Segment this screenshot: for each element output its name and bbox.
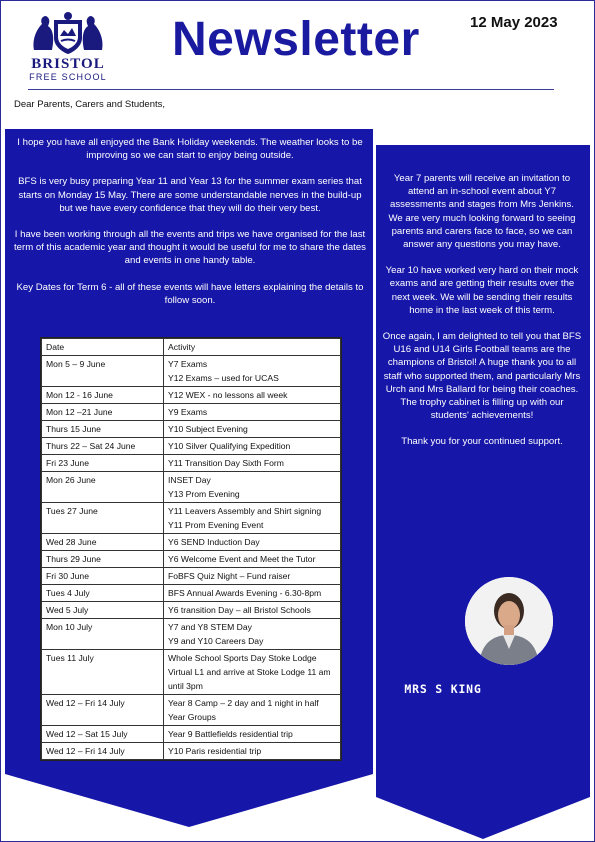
date-cell: Wed 12 – Sat 15 July — [42, 726, 164, 743]
greeting: Dear Parents, Carers and Students, — [14, 99, 166, 110]
table-row — [42, 619, 341, 650]
table-row — [42, 726, 341, 743]
date-cell: Wed 28 June — [42, 534, 164, 551]
page-title: Newsletter — [172, 13, 420, 66]
date-cell: Mon 10 July — [42, 619, 164, 650]
date-cell: Thurs 22 – Sat 24 June — [42, 438, 164, 455]
activity-cell: Y6 SEND Induction Day — [164, 534, 341, 551]
date-cell: Thurs 29 June — [42, 551, 164, 568]
activity-cell: Y10 Paris residential trip — [164, 743, 341, 760]
activity-cell: Y9 Exams — [164, 404, 341, 421]
date-cell: Fri 30 June — [42, 568, 164, 585]
left-column-text — [14, 136, 366, 320]
table-row — [42, 356, 341, 387]
logo-subtitle: FREE SCHOOL — [29, 72, 107, 82]
date-cell: Mon 5 – 9 June — [42, 356, 164, 387]
date-cell: Mon 26 June — [42, 472, 164, 503]
issue-date: 12 May 2023 — [470, 14, 558, 31]
activity-cell: Y7 and Y8 STEM Day Y9 and Y10 Careers Day — [164, 619, 341, 650]
activity-cell: FoBFS Quiz Night – Fund raiser — [164, 568, 341, 585]
date-cell: Mon 12 - 16 June — [42, 387, 164, 404]
paragraph: Thank you for your continued support. — [401, 436, 563, 448]
table-row — [42, 551, 341, 568]
date-cell: Tues 11 July — [42, 650, 164, 695]
activity-cell: Y7 Exams Y12 Exams – used for UCAS — [164, 356, 341, 387]
table-row — [42, 455, 341, 472]
activity-cell: Y12 WEX - no lessons all week — [164, 387, 341, 404]
signature: MRS S KING — [404, 682, 482, 696]
date-cell: Mon 12 –21 June — [42, 404, 164, 421]
table-row — [42, 472, 341, 503]
column-header-date: Date — [42, 339, 164, 356]
right-column-text — [382, 172, 582, 462]
paragraph: Year 7 parents will receive an invitation to attend an in-school event about Y7 assessments and stages from Mrs Jenkins. We are very much looking forward to seeing parents and carers face to face, so we can answer any questions you may have. — [388, 173, 576, 251]
paragraph: I hope you have all enjoyed the Bank Holiday weekends. The weather looks to be improving so we can start to enjoy being outside. — [17, 137, 363, 162]
date-cell: Wed 5 July — [42, 602, 164, 619]
activity-cell: BFS Annual Awards Evening - 6.30-8pm — [164, 585, 341, 602]
activity-cell: INSET Day Y13 Prom Evening — [164, 472, 341, 503]
table-row — [42, 602, 341, 619]
activity-cell: Year 9 Battlefields residential trip — [164, 726, 341, 743]
activity-cell: Y11 Transition Day Sixth Form — [164, 455, 341, 472]
date-cell: Thurs 15 June — [42, 421, 164, 438]
paragraph: I have been working through all the events and trips we have organised for the last term of this academic year and thought it would be useful for me to share the dates and events in one handy table. — [14, 229, 366, 267]
column-header-activity: Activity — [164, 339, 341, 356]
activity-cell: Year 8 Camp – 2 day and 1 night in half Year Groups — [164, 695, 341, 726]
table-row — [42, 387, 341, 404]
table-header-row — [42, 339, 341, 356]
activity-cell: Whole School Sports Day Stoke Lodge Virtual L1 and arrive at Stoke Lodge 11 am until 3pm — [164, 650, 341, 695]
table-row — [42, 421, 341, 438]
activity-cell: Y10 Silver Qualifying Expedition — [164, 438, 341, 455]
header-divider — [28, 89, 554, 90]
date-cell: Wed 12 – Fri 14 July — [42, 695, 164, 726]
date-cell: Wed 12 – Fri 14 July — [42, 743, 164, 760]
date-cell: Tues 27 June — [42, 503, 164, 534]
table-row — [42, 650, 341, 695]
table-row — [42, 438, 341, 455]
table-row — [42, 743, 341, 760]
paragraph: Once again, I am delighted to tell you that BFS U16 and U14 Girls Football teams are the champions of Bristol! A huge thank you to all staff who supported them, and particularly Mrs Urch and Mrs Ballard for being their coaches. The trophy cabinet is filling up with our students' achievements! — [382, 331, 582, 422]
headteacher-photo — [465, 577, 553, 665]
key-dates-table — [40, 337, 342, 761]
paragraph: Key Dates for Term 6 - all of these events will have letters explaining the details to follow soon. — [16, 281, 364, 306]
activity-cell: Y11 Leavers Assembly and Shirt signing Y11 Prom Evening Event — [164, 503, 341, 534]
table-row — [42, 695, 341, 726]
activity-cell: Y10 Subject Evening — [164, 421, 341, 438]
paragraph: Year 10 have worked very hard on their mock exams and are getting their results over the next week. We will be sending their results home in the last week of this term. — [385, 265, 579, 316]
table-row — [42, 568, 341, 585]
table-row — [42, 404, 341, 421]
activity-cell: Y6 transition Day – all Bristol Schools — [164, 602, 341, 619]
activity-cell: Y6 Welcome Event and Meet the Tutor — [164, 551, 341, 568]
table-row — [42, 503, 341, 534]
date-cell: Fri 23 June — [42, 455, 164, 472]
table-row — [42, 534, 341, 551]
table-row — [42, 585, 341, 602]
crest-icon — [28, 10, 108, 56]
date-cell: Tues 4 July — [42, 585, 164, 602]
paragraph: BFS is very busy preparing Year 11 and Year 13 for the summer exam series that starts on Monday 15 May. There are some understandable nerves in the build-up but we have every confidence that they will do their very best. — [18, 176, 362, 214]
logo-name: BRISTOL — [31, 56, 105, 72]
school-logo — [24, 10, 112, 82]
